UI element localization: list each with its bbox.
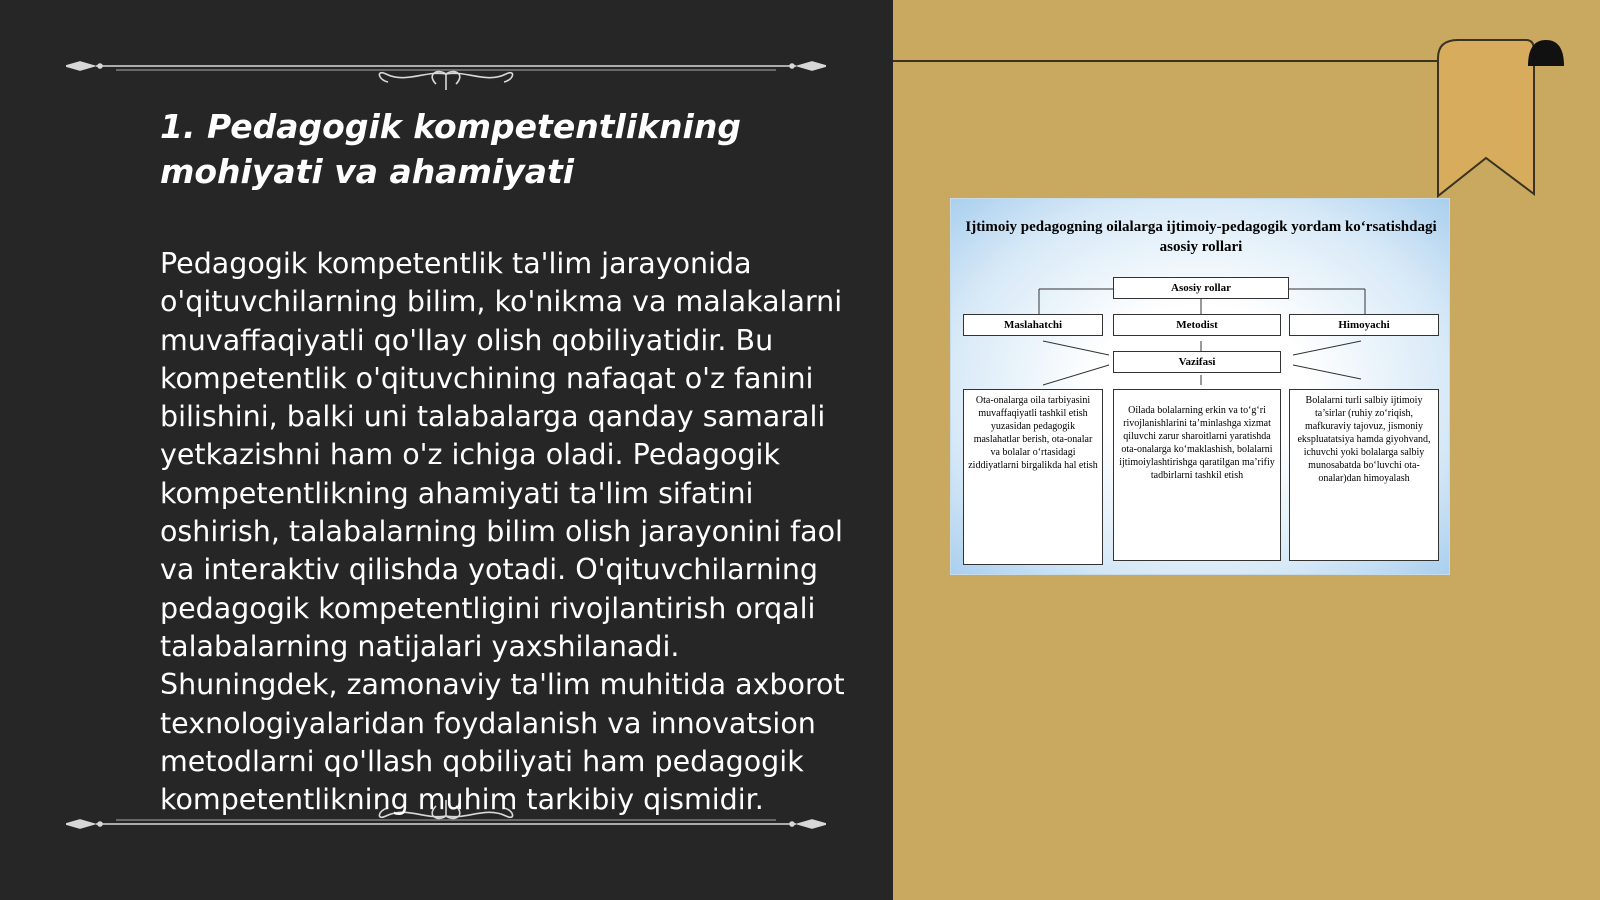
diagram-description-box: Ota-onalarga oila tarbiyasini muvaffaqiyatli tashkil etish yuzasidan pedagogik maslahatlar berish, ota-onalar va bolalar o‘rtasidagi ziddiyatlarni birgalikda hal etish (963, 389, 1103, 565)
slide-title: 1. Pedagogik kompetentlikning mohiyati va ahamiyati (160, 107, 741, 191)
bookmark-icon (1436, 36, 1566, 200)
diagram-description-box: Oilada bolalarning erkin va to‘g‘ri rivojlanishlarini ta’minlashga xizmat qiluvchi zarur sharoitlarni yaratishda ota-onalarga ko‘maklashish, bolalarni ijtimoiylashtirishga qaratilgan ma’rifiy tadbirlarni tashkil etish (1113, 389, 1281, 561)
diagram-role-box: Himoyachi (1289, 314, 1439, 336)
diagram-root-box: Asosiy rollar (1113, 277, 1289, 299)
diagram-role-box: Metodist (1113, 314, 1281, 336)
diagram-role-box: Maslahatchi (963, 314, 1103, 336)
ornament-top-icon (66, 44, 826, 90)
header-rule (893, 60, 1438, 62)
diagram-image (950, 198, 1450, 575)
diagram-title: Ijtimoiy pedagogning oilalarga ijtimoiy-pedagogik yordam ko‘rsatishdagi asosiy rollari (965, 219, 1437, 255)
diagram-center-box: Vazifasi (1113, 351, 1281, 373)
diagram-description-box: Bolalarni turli salbiy ijtimoiy ta’sirlar (ruhiy zo‘riqish, mafkuraviy tajovuz, jismoniy ekspluatatsiya hamda giyohvand, ichuvchi yoki bolalarga salbiy munosabatda bo‘luvchi ota-onalar)dan himoyalash (1289, 389, 1439, 561)
slide-body-text: Pedagogik kompetentlik ta'lim jarayonida o'qituvchilarning bilim, ko'nikma va malakalarni muvaffaqiyatli qo'llay olish qobiliyatidir. Bu kompetentlik o'qituvchining nafaqat o'z fanini bilishini, balki uni talabalarga qanday samarali yetkazishni ham o'z ichiga oladi. Pedagogik kompetentlikning ahamiyati ta'lim sifatini oshirish, talabalarning bilim olish jarayonini faol va interaktiv qilishda yotadi. O'qituvchilarning pedagogik kompetentligini rivojlantirish orqali talabalarning natijalari yaxshilanadi. Shuningdek, zamonaviy ta'lim muhitida axborot texnologiyalaridan foydalanish va innovatsion metodlarni qo'llash qobiliyati ham pedagogik kompetentlikning muhim tarkibiy qismidir. (160, 247, 845, 817)
